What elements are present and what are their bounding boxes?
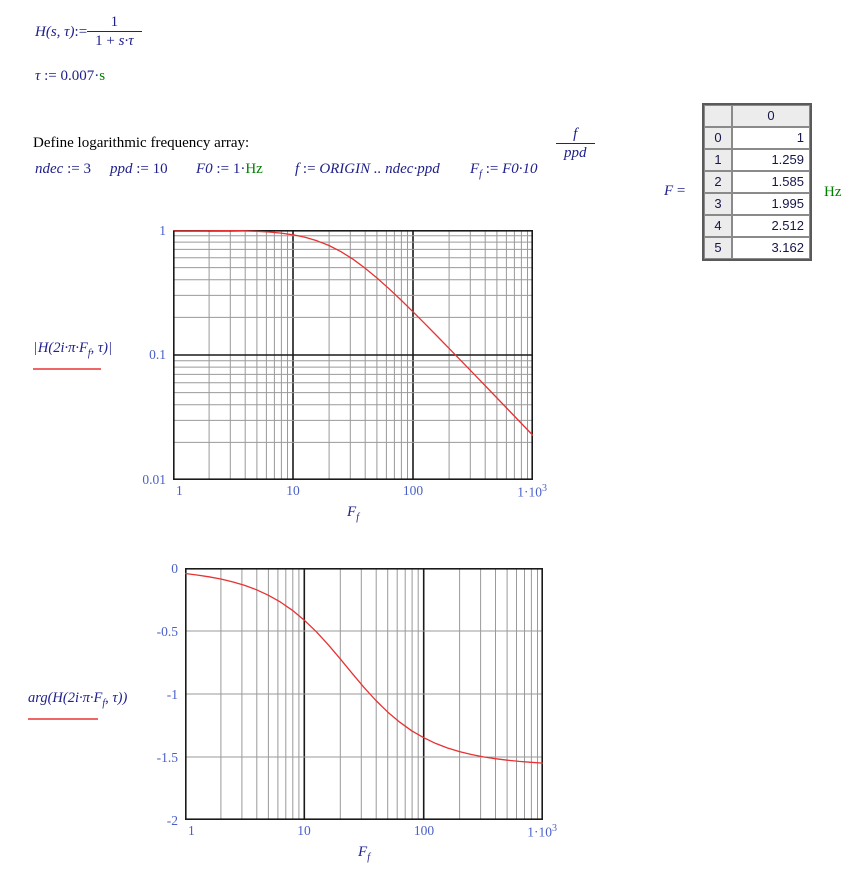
y-tick-label: -1: [166, 687, 178, 702]
equals-operator: =: [673, 183, 686, 199]
x-tick-label: 100: [402, 483, 424, 498]
magnitude-expression-tail: , τ): [90, 340, 108, 356]
transfer-function-fraction: [87, 14, 141, 51]
abs-bar-left: |: [34, 340, 37, 356]
tau-value: 0.007·: [60, 68, 100, 84]
fraction-numerator: 1: [110, 14, 119, 30]
table-row-index: 5: [704, 237, 732, 259]
ppd-definition[interactable]: [110, 161, 168, 178]
magnitude-expression: H(2i·π·F: [37, 340, 88, 356]
ff-definition[interactable]: [470, 161, 538, 181]
ff-variable: F: [470, 161, 480, 177]
xlabel-subscript: f: [356, 512, 359, 523]
result-table-variable: F: [664, 183, 674, 199]
fraction-denominator-variables: s·τ: [118, 33, 134, 50]
ff-subscript: f: [479, 169, 482, 180]
assign-operator: :=: [74, 23, 88, 40]
x-tick-base: 1·10: [517, 484, 542, 500]
xlabel-variable: F: [358, 844, 368, 860]
trace-legend-marker: [28, 718, 98, 720]
x-tick-label: 10: [297, 823, 311, 838]
result-table[interactable]: [702, 103, 812, 261]
f-variable: f: [295, 161, 300, 177]
assign-operator: :=: [40, 68, 61, 84]
phase-expression-tail: , τ)): [105, 690, 128, 706]
trace-legend-marker: [33, 368, 101, 370]
f-range-value: ORIGIN .. ndec·ppd: [319, 161, 440, 177]
table-row-index: 3: [704, 193, 732, 215]
magnitude-plot-canvas: [173, 230, 533, 480]
x-tick-label-exponent: [517, 483, 547, 501]
xlabel-variable: F: [347, 504, 357, 520]
abs-bar-right: |: [108, 340, 112, 356]
table-row-index: 0: [704, 127, 732, 149]
text-region[interactable]: [33, 135, 249, 152]
result-table-lhs: [664, 183, 685, 200]
ndec-variable: ndec: [35, 161, 64, 177]
table-cell-value: 2.512: [732, 215, 810, 237]
y-tick-label: -1.5: [156, 750, 178, 765]
exponent-numerator: f: [573, 126, 578, 142]
ff-exponent-fraction: [556, 126, 595, 163]
ppd-value: 10: [152, 161, 168, 177]
table-column-header: 0: [732, 105, 810, 127]
table-row-index: 2: [704, 171, 732, 193]
y-tick-label: -0.5: [156, 624, 178, 639]
phase-plot-canvas: [185, 568, 543, 820]
phase-expression-subscript: f: [102, 697, 106, 709]
tau-unit: s: [99, 68, 106, 84]
table-corner-cell: [704, 105, 732, 127]
y-tick-label: 0: [171, 561, 178, 576]
tau-variable: τ: [35, 68, 41, 84]
f0-unit: Hz: [245, 161, 263, 177]
magnitude-plot[interactable]: [142, 223, 547, 523]
x-tick-label: 1: [176, 483, 183, 498]
magnitude-plot-ylabel: [33, 340, 113, 359]
x-tick-label: 10: [286, 483, 300, 498]
phase-plot-ylabel: [28, 690, 127, 709]
result-table-unit: Hz: [824, 184, 842, 200]
text-region-content: Define logarithmic frequency array:: [33, 135, 250, 151]
table-cell-value: 1.585: [732, 171, 810, 193]
y-tick-label: 1: [159, 223, 166, 238]
table-cell-value: 1.995: [732, 193, 810, 215]
y-tick-label: 0.01: [142, 472, 166, 487]
y-tick-label: -2: [166, 813, 178, 828]
transfer-function-definition[interactable]: [35, 14, 142, 51]
x-tick-exponent: 3: [542, 483, 547, 494]
assign-operator: :=: [299, 161, 320, 177]
magnitude-plot-xlabel: [347, 504, 359, 523]
ff-value: F0·10: [502, 161, 538, 177]
x-tick-label: 1: [188, 823, 195, 838]
y-tick-label: 0.1: [149, 347, 166, 362]
magnitude-expression-subscript: f: [87, 347, 91, 359]
exponent-denominator: ppd: [556, 143, 595, 162]
x-tick-label: 100: [413, 823, 435, 838]
phase-plot-xlabel: [358, 844, 370, 863]
assign-operator: :=: [481, 161, 503, 177]
f0-value: 1·: [232, 161, 246, 177]
fraction-denominator-constant: 1 +: [95, 33, 119, 50]
table-cell-value: 1.259: [732, 149, 810, 171]
assign-operator: :=: [132, 161, 153, 177]
table-cell-value: 1: [732, 127, 810, 149]
assign-operator: :=: [212, 161, 233, 177]
table-cell-value: 3.162: [732, 237, 810, 259]
tau-definition[interactable]: [35, 68, 105, 85]
f0-variable: F0: [196, 161, 213, 177]
xlabel-subscript: f: [367, 852, 370, 863]
ndec-definition[interactable]: [35, 161, 91, 178]
assign-operator: :=: [63, 161, 84, 177]
x-tick-base: 1·10: [527, 824, 552, 840]
x-tick-label-exponent: [527, 823, 557, 841]
phase-plot[interactable]: [156, 561, 557, 863]
f-range-definition[interactable]: [295, 161, 440, 178]
table-row-index: 1: [704, 149, 732, 171]
phase-expression: arg(H(2i·π·F: [28, 690, 103, 706]
x-tick-exponent: 3: [552, 823, 557, 834]
transfer-function-lhs: H(s, τ): [35, 23, 75, 40]
f0-definition[interactable]: [196, 161, 263, 178]
table-row-index: 4: [704, 215, 732, 237]
ndec-value: 3: [83, 161, 91, 177]
ppd-variable: ppd: [110, 161, 133, 177]
